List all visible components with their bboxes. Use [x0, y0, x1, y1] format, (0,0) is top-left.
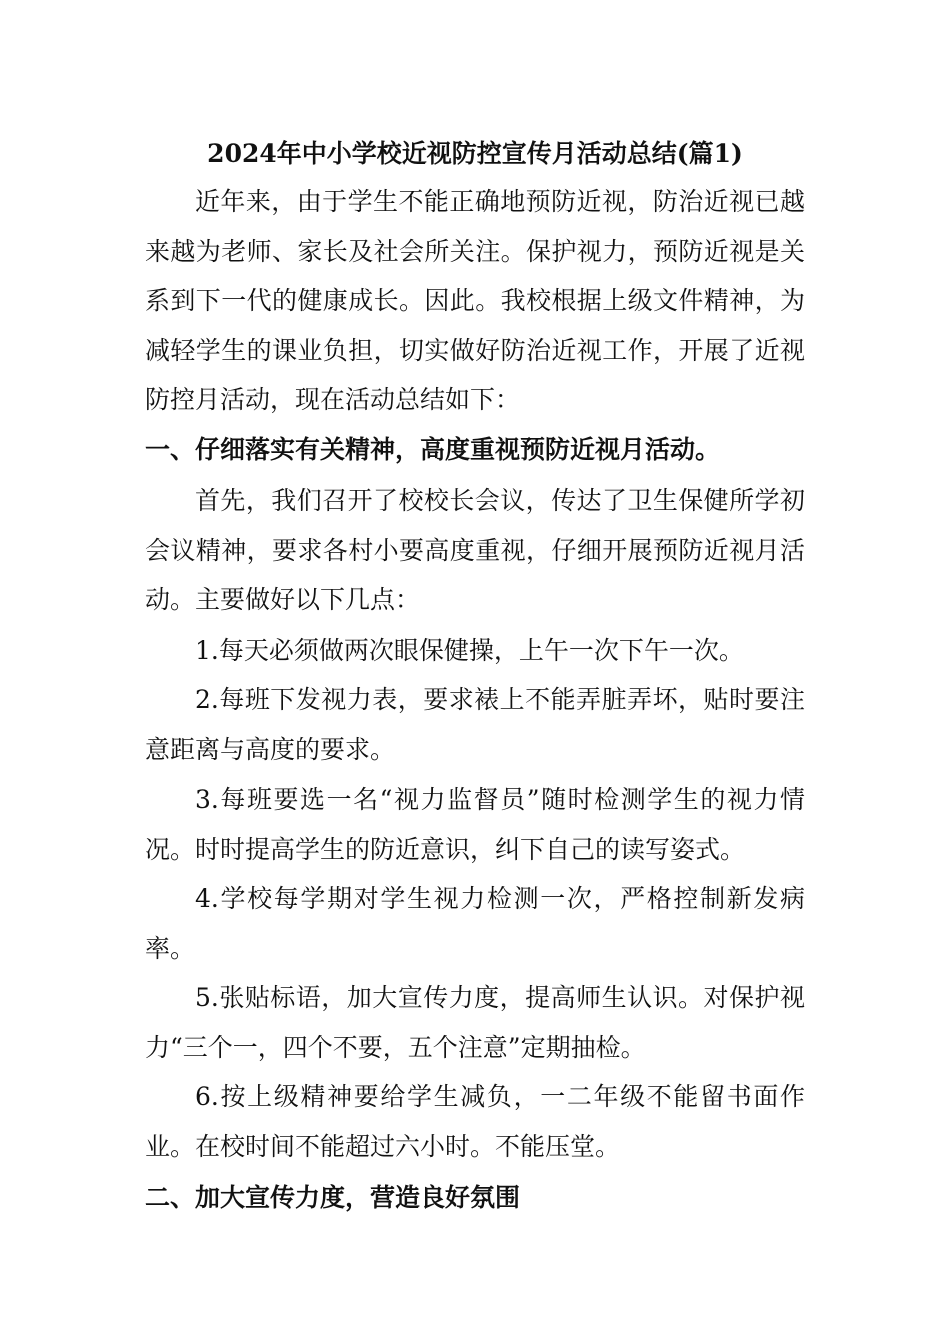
list-item-4: 4.学校每学期对学生视力检测一次，严格控制新发病率。 [145, 884, 805, 963]
section-2-heading: 二、加大宣传力度，营造良好氛围 [145, 1183, 521, 1212]
section-1-heading: 一、仔细落实有关精神，高度重视预防近视月活动。 [145, 435, 721, 464]
list-item-5: 5.张贴标语，加大宣传力度，提高师生认识。对保护视力“三个一，四个不要，五个注意”定期抽检。 [145, 983, 805, 1062]
list-item-1: 1.每天必须做两次眼保健操，上午一次下午一次。 [195, 636, 744, 665]
list-item-6: 6.按上级精神要给学生减负，一二年级不能留书面作业。在校时间不能超过六小时。不能压堂。 [145, 1082, 805, 1161]
document-title: 2024年中小学校近视防控宣传月活动总结(篇1) [207, 139, 743, 168]
list-item-3: 3.每班要选一名“视力监督员”随时检测学生的视力情况。时时提高学生的防近意识，纠下自己的读写姿式。 [145, 785, 805, 864]
list-item-2: 2.每班下发视力表，要求裱上不能弄脏弄坏，贴时要注意距离与高度的要求。 [145, 685, 805, 764]
intro-paragraph: 近年来，由于学生不能正确地预防近视，防治近视已越来越为老师、家长及社会所关注。保护视力，预防近视是关系到下一代的健康成长。因此。我校根据上级文件精神，为减轻学生的课业负担，切实做好防治近视工作，开展了近视防控月活动，现在活动总结如下： [145, 187, 805, 414]
section-1-paragraph: 首先，我们召开了校校长会议，传达了卫生保健所学初会议精神，要求各村小要高度重视，仔细开展预防近视月活动。主要做好以下几点： [145, 486, 805, 614]
